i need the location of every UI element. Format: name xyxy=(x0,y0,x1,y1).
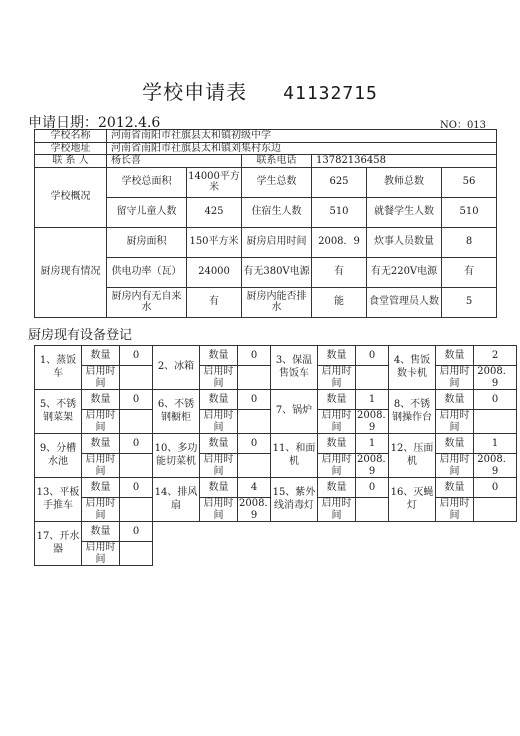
power-label: 供电功率（瓦） xyxy=(107,257,187,287)
equipment-time-label: 启用时间 xyxy=(318,498,356,522)
kitchen-area-label: 厨房面积 xyxy=(107,227,187,257)
equipment-qty-label: 数量 xyxy=(318,478,356,498)
equipment-time-value xyxy=(120,542,153,566)
dining-value: 510 xyxy=(442,197,497,227)
equipment-time-value xyxy=(356,498,389,522)
equipment-time-label: 启用时间 xyxy=(200,410,238,434)
staff-value: 5 xyxy=(442,287,497,317)
empty-cell xyxy=(389,522,517,566)
equipment-qty-label: 数量 xyxy=(200,346,238,366)
boarding-value: 510 xyxy=(312,197,367,227)
equipment-qty-value: 0 xyxy=(356,346,389,366)
students-label: 学生总数 xyxy=(242,167,312,197)
kitchen-label: 厨房现有情况 xyxy=(35,227,107,317)
left-behind-label: 留守儿童人数 xyxy=(107,197,187,227)
equipment-qty-label: 数量 xyxy=(82,434,120,454)
equipment-time-label: 启用时间 xyxy=(200,498,238,522)
equipment-qty-label: 数量 xyxy=(82,390,120,410)
form-title-text: 学校申请表 xyxy=(142,80,248,104)
equipment-qty-label: 数量 xyxy=(318,346,356,366)
teachers-label: 教师总数 xyxy=(367,167,442,197)
equipment-qty-label: 数量 xyxy=(82,478,120,498)
school-info-table xyxy=(34,129,497,318)
total-area-value: 14000平方米 xyxy=(187,167,242,197)
equipment-name: 11、和面机 xyxy=(271,434,318,478)
equipment-time-value xyxy=(474,498,517,522)
equipment-time-value xyxy=(120,410,153,434)
equipment-time-value xyxy=(238,454,271,478)
v380-value: 有 xyxy=(312,257,367,287)
equipment-name: 13、平板手推车 xyxy=(35,478,82,522)
equipment-table xyxy=(34,345,517,566)
application-date: 申请日期：2012.4.6 xyxy=(28,115,161,131)
equipment-qty-label: 数量 xyxy=(82,346,120,366)
equipment-time-label: 启用时间 xyxy=(318,410,356,434)
empty-cell xyxy=(271,522,389,566)
form-number: NO：013 xyxy=(440,120,487,131)
equipment-time-label: 启用时间 xyxy=(436,454,474,478)
form-code: 41132715 xyxy=(283,83,378,104)
equipment-time-label: 启用时间 xyxy=(436,410,474,434)
school-name-label: 学校名称 xyxy=(35,130,107,143)
equipment-name: 2、冰箱 xyxy=(153,346,200,390)
equipment-qty-value: 1 xyxy=(356,390,389,410)
equipment-section-title: 厨房现有设备登记 xyxy=(28,328,133,343)
equipment-time-label: 启用时间 xyxy=(82,454,120,478)
equipment-time-label: 启用时间 xyxy=(82,410,120,434)
equipment-qty-label: 数量 xyxy=(200,478,238,498)
equipment-qty-value: 0 xyxy=(120,478,153,498)
staff-label: 食堂管理员人数 xyxy=(367,287,442,317)
equipment-name: 4、售饭数卡机 xyxy=(389,346,436,390)
equipment-qty-label: 数量 xyxy=(436,346,474,366)
equipment-name: 16、灭蝇灯 xyxy=(389,478,436,522)
total-area-label: 学校总面积 xyxy=(107,167,187,197)
drain-label: 厨房内能否排水 xyxy=(242,287,312,317)
equipment-time-label: 启用时间 xyxy=(200,454,238,478)
empty-cell xyxy=(153,522,271,566)
equipment-qty-label: 数量 xyxy=(82,522,120,542)
equipment-time-value xyxy=(356,366,389,390)
equipment-time-label: 启用时间 xyxy=(436,498,474,522)
phone-label: 联系电话 xyxy=(242,155,312,168)
equipment-time-value xyxy=(474,410,517,434)
equipment-name: 12、压面机 xyxy=(389,434,436,478)
equipment-time-value xyxy=(120,366,153,390)
equipment-time-value xyxy=(120,454,153,478)
equipment-time-label: 启用时间 xyxy=(200,366,238,390)
equipment-qty-label: 数量 xyxy=(200,434,238,454)
kitchen-start-label: 厨房启用时间 xyxy=(242,227,312,257)
left-behind-value: 425 xyxy=(187,197,242,227)
school-name-value: 河南省南阳市社旗县太和镇初级中学 xyxy=(107,130,497,143)
students-value: 625 xyxy=(312,167,367,197)
v380-label: 有无380V电源 xyxy=(242,257,312,287)
equipment-name: 7、锅炉 xyxy=(271,390,318,434)
form-title xyxy=(0,76,520,105)
equipment-qty-label: 数量 xyxy=(436,434,474,454)
equipment-qty-value: 0 xyxy=(120,522,153,542)
equipment-name: 10、多功能切菜机 xyxy=(153,434,200,478)
equipment-qty-value: 0 xyxy=(238,434,271,454)
cooks-label: 炊事人员数量 xyxy=(367,227,442,257)
equipment-name: 6、不锈钢橱柜 xyxy=(153,390,200,434)
equipment-qty-value: 4 xyxy=(238,478,271,498)
equipment-qty-value: 0 xyxy=(356,478,389,498)
equipment-time-value xyxy=(120,498,153,522)
school-address-value: 河南省南阳市社旗县太和镇刘集村东边 xyxy=(107,142,497,155)
equipment-qty-value: 0 xyxy=(238,390,271,410)
phone-value: 13782136458 xyxy=(312,155,497,168)
boarding-label: 住宿生人数 xyxy=(242,197,312,227)
equipment-qty-value: 0 xyxy=(120,346,153,366)
school-address-label: 学校地址 xyxy=(35,142,107,155)
equipment-qty-label: 数量 xyxy=(318,390,356,410)
equipment-time-label: 启用时间 xyxy=(82,498,120,522)
equipment-time-label: 启用时间 xyxy=(436,366,474,390)
equipment-qty-value: 1 xyxy=(474,434,517,454)
equipment-name: 14、排风扇 xyxy=(153,478,200,522)
equipment-time-label: 启用时间 xyxy=(318,454,356,478)
equipment-name: 8、不锈钢操作台 xyxy=(389,390,436,434)
equipment-qty-value: 0 xyxy=(120,434,153,454)
equipment-name: 9、分槽水池 xyxy=(35,434,82,478)
equipment-qty-value: 0 xyxy=(120,390,153,410)
equipment-qty-label: 数量 xyxy=(318,434,356,454)
equipment-name: 3、保温售饭车 xyxy=(271,346,318,390)
contact-label: 联 系 人 xyxy=(35,155,107,168)
equipment-time-label: 启用时间 xyxy=(82,366,120,390)
overview-label: 学校概况 xyxy=(35,167,107,227)
teachers-value: 56 xyxy=(442,167,497,197)
equipment-time-label: 启用时间 xyxy=(82,542,120,566)
contact-value: 杨长喜 xyxy=(107,155,242,168)
kitchen-area-value: 150平方米 xyxy=(187,227,242,257)
water-value: 有 xyxy=(187,287,242,317)
equipment-name: 5、不锈钢菜架 xyxy=(35,390,82,434)
equipment-qty-value: 0 xyxy=(474,390,517,410)
equipment-time-label: 启用时间 xyxy=(318,366,356,390)
equipment-time-value xyxy=(238,366,271,390)
kitchen-start-value: 2008．9 xyxy=(312,227,367,257)
equipment-qty-value: 2 xyxy=(474,346,517,366)
equipment-qty-value: 0 xyxy=(238,346,271,366)
equipment-qty-value: 0 xyxy=(474,478,517,498)
equipment-qty-label: 数量 xyxy=(436,390,474,410)
equipment-name: 1、蒸饭车 xyxy=(35,346,82,390)
equipment-qty-label: 数量 xyxy=(200,390,238,410)
equipment-time-value: 2008．9 xyxy=(474,366,517,390)
v220-value: 有 xyxy=(442,257,497,287)
equipment-time-value: 2008．9 xyxy=(239,498,275,521)
power-value: 24000 xyxy=(187,257,242,287)
v220-label: 有无220V电源 xyxy=(367,257,442,287)
equipment-name: 17、开水器 xyxy=(35,522,82,566)
equipment-qty-label: 数量 xyxy=(436,478,474,498)
cooks-value: 8 xyxy=(442,227,497,257)
dining-label: 就餐学生人数 xyxy=(367,197,442,227)
equipment-time-value: 2008．9 xyxy=(474,454,517,478)
equipment-qty-value: 1 xyxy=(356,434,389,454)
equipment-time-value: 2008．9 xyxy=(357,454,393,477)
equipment-time-value: 2008．9 xyxy=(357,410,393,433)
equipment-name: 15、紫外线消毒灯 xyxy=(271,478,318,522)
equipment-time-value xyxy=(238,410,271,434)
drain-value: 能 xyxy=(312,287,367,317)
water-label: 厨房内有无自来水 xyxy=(107,287,187,317)
